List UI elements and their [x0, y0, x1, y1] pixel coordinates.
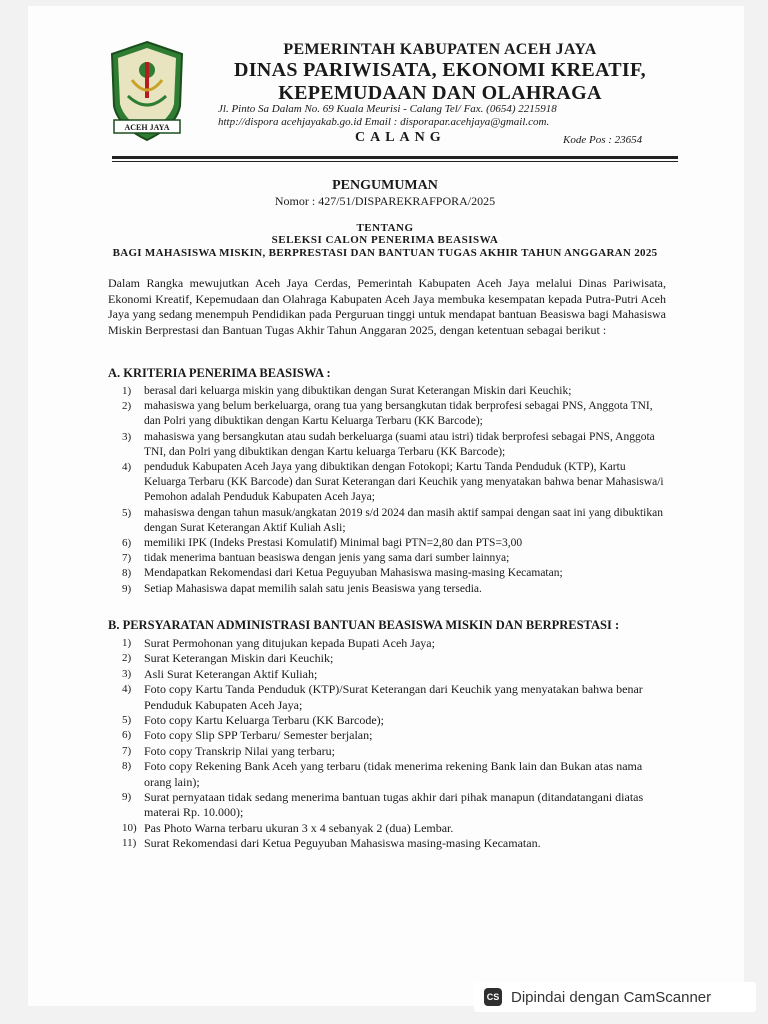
letterhead-agency-line1: DINAS PARIWISATA, EKONOMI KREATIF, — [234, 59, 646, 81]
list-item-text: memiliki IPK (Indeks Prestasi Komulatif) Minimal bagi PTN=2,80 dan PTS=3,00 — [144, 537, 523, 550]
announcement-subject-line1: SELEKSI CALON PENERIMA BEASISWA — [271, 234, 499, 246]
list-item — [108, 566, 668, 581]
list-item-text: Surat Rekomendasi dari Ketua Peguyuban Mahasiswa masing-masing Kecamatan. — [144, 836, 541, 851]
camscanner-text: Dipindai dengan CamScanner — [511, 988, 712, 1006]
section-a-heading: A. KRITERIA PENERIMA BEASISWA : — [108, 366, 331, 380]
list-item-number: 1) — [122, 385, 132, 397]
list-item-text: mahasiswa yang bersangkutan atau sudah berkeluarga (suami atau istri) tidak berprofesi sebagai PNS, Anggota TNI, dan Polri yang dibuktikan dengan Kartu keluarga Terbaru (KK Barcode); — [144, 430, 655, 458]
list-item — [108, 399, 668, 429]
list-item — [108, 430, 668, 460]
list-item-number: 6) — [122, 537, 132, 550]
list-item-number: 5) — [122, 506, 132, 519]
list-item-text: mahasiswa yang belum berkeluarga, orang tua yang bersangkutan tidak berprofesi sebagai PNS, Anggota TNI, dan Polri yang dibuktikan dengan Kartu Keluarga Terbaru (KK Barcode); — [144, 400, 653, 428]
list-item-text: Mendapatkan Rekomendasi dari Ketua Peguyuban Mahasiswa masing-masing Kecamatan; — [144, 567, 563, 580]
letterhead-divider-thin — [112, 161, 678, 162]
letterhead-government: PEMERINTAH KABUPATEN ACEH JAYA — [283, 41, 597, 58]
list-item-text: Foto copy Slip SPP Terbaru/ Semester berjalan; — [144, 728, 373, 743]
list-item-number: 4) — [122, 683, 132, 696]
section-b-heading: B. PERSYARATAN ADMINISTRASI BANTUAN BEASISWA MISKIN DAN BERPRESTASI : — [108, 618, 620, 632]
list-item-text: Foto copy Transkrip Nilai yang terbaru; — [144, 743, 335, 758]
list-item — [108, 667, 668, 682]
list-item-number: 3) — [122, 667, 132, 680]
list-item-number: 5) — [122, 714, 132, 727]
list-item — [108, 682, 668, 713]
list-item-text: penduduk Kabupaten Aceh Jaya yang dibuktikan dengan Fotokopi; Kartu Tanda Penduduk (KTP), Kartu Keluarga Terbaru (KK Barcode) dan Surat Keterangan dari Keuchik yang menyatakan bahwa benar Mahasiswa/i Pemohon adalah Penduduk Kabupaten Aceh Jaya; — [144, 461, 664, 504]
list-item — [108, 744, 668, 759]
list-item-text: Foto copy Kartu Keluarga Terbaru (KK Barcode); — [144, 713, 384, 728]
list-item-text: berasal dari keluarga miskin yang dibuktikan dengan Surat Keterangan Miskin dari Keuchik; — [144, 385, 572, 397]
list-item-number: 1) — [122, 637, 132, 649]
aceh-jaya-logo — [108, 40, 186, 144]
list-item — [108, 821, 668, 836]
list-item — [108, 506, 668, 536]
list-item — [108, 728, 668, 743]
list-item — [108, 551, 668, 566]
list-item-number: 3) — [122, 430, 132, 443]
intro-paragraph: Dalam Rangka mewujutkan Aceh Jaya Cerdas, Pemerintah Kabupaten Aceh Jaya melalui Dinas Pariwisata, Ekonomi Kreatif, Kepemudaan dan Olahraga Kabupaten Aceh Jaya membuka kesempatan kepada Putra-Putri Aceh Jaya yang sedang menempuh Pendidikan pada Perguruan tinggi untuk mendapat bantuan Beasiswa bagi Mahasiswa Miskin Berprestasi dan Bantuan Tugas Akhir Tahun Anggaran 2025, dengan ketentuan sebagai berikut : — [108, 276, 666, 337]
section-b-list — [108, 636, 668, 852]
letterhead-agency-line2: KEPEMUDAAN DAN OLAHRAGA — [278, 82, 602, 104]
announcement-number: Nomor : 427/51/DISPAREKRAFPORA/2025 — [274, 194, 496, 208]
list-item-text: Pas Photo Warna terbaru ukuran 3 x 4 sebanyak 2 (dua) Lembar. — [144, 820, 454, 835]
list-item — [108, 536, 668, 551]
announcement-about: TENTANG — [356, 222, 414, 234]
list-item-text: tidak menerima bantuan beasiswa dengan jenis yang sama dari sumber lainnya; — [144, 552, 510, 565]
list-item-text: Asli Surat Keterangan Aktif Kuliah; — [144, 666, 318, 681]
camscanner-watermark — [474, 982, 756, 1012]
list-item-number: 4) — [122, 461, 132, 474]
list-item — [108, 759, 668, 790]
list-item-text: Foto copy Kartu Tanda Penduduk (KTP)/Surat Keterangan dari Keuchik yang menyatakan bahwa benar Penduduk Kabupaten Aceh Jaya; — [144, 682, 643, 712]
list-item-number: 9) — [122, 582, 132, 595]
list-item-text: Setiap Mahasiswa dapat memilih salah satu jenis Beasiswa yang tersedia. — [144, 582, 482, 595]
list-item — [108, 713, 668, 728]
section-a-list — [108, 384, 668, 597]
list-item-number: 9) — [122, 791, 132, 804]
logo-banner-text: ACEH JAYA — [124, 123, 170, 132]
list-item — [108, 460, 668, 506]
letterhead-address-block — [218, 103, 658, 129]
list-item-text: Foto copy Rekening Bank Aceh yang terbaru (tidak menerima rekening Bank lain dan Bukan atas nama orang lain); — [144, 759, 643, 789]
list-item-number: 11) — [122, 837, 137, 850]
letterhead-postal-code: Kode Pos : 23654 — [563, 134, 643, 146]
list-item-number: 8) — [122, 760, 132, 773]
list-item-number: 10) — [122, 821, 137, 834]
list-item — [108, 651, 668, 666]
letterhead — [190, 40, 690, 105]
list-item-text: Surat pernyataan tidak sedang menerima bantuan tugas akhir dari pihak manapun (ditandatangani diatas materai Rp. 10.000); — [144, 790, 644, 820]
list-item — [108, 384, 668, 399]
list-item — [108, 582, 668, 597]
list-item-number: 2) — [122, 400, 132, 413]
list-item-text: Surat Keterangan Miskin dari Keuchik; — [144, 651, 334, 666]
list-item-number: 2) — [122, 652, 132, 665]
list-item-number: 7) — [122, 552, 132, 565]
list-item-text: mahasiswa dengan tahun masuk/angkatan 2019 s/d 2024 dan masih aktif sampai dengan saat ini yang dibuktikan dengan Surat Keterangan Aktif Kuliah Asli; — [144, 506, 663, 534]
announcement-title: PENGUMUMAN — [332, 178, 438, 193]
list-item — [108, 836, 668, 851]
letterhead-divider-thick — [112, 156, 678, 159]
list-item — [108, 790, 668, 821]
letterhead-address: Jl. Pinto Sa Dalam No. 69 Kuala Meurisi - Calang Tel/ Fax. (0654) 2215918 — [218, 103, 557, 115]
list-item-number: 7) — [122, 744, 132, 757]
list-item-text: Surat Permohonan yang ditujukan kepada Bupati Aceh Jaya; — [144, 636, 435, 650]
list-item — [108, 636, 668, 651]
letterhead-city: CALANG — [355, 130, 446, 145]
list-item-number: 8) — [122, 567, 132, 580]
announcement-subject-line2: BAGI MAHASISWA MISKIN, BERPRESTASI DAN BANTUAN TUGAS AKHIR TAHUN ANGGARAN 2025 — [112, 247, 658, 259]
list-item-number: 6) — [122, 729, 132, 742]
camscanner-icon: CS — [484, 988, 502, 1006]
letterhead-web-email: http://dispora acehjayakab.go.id Email : disporapar.acehjaya@gmail.com. — [218, 116, 550, 128]
